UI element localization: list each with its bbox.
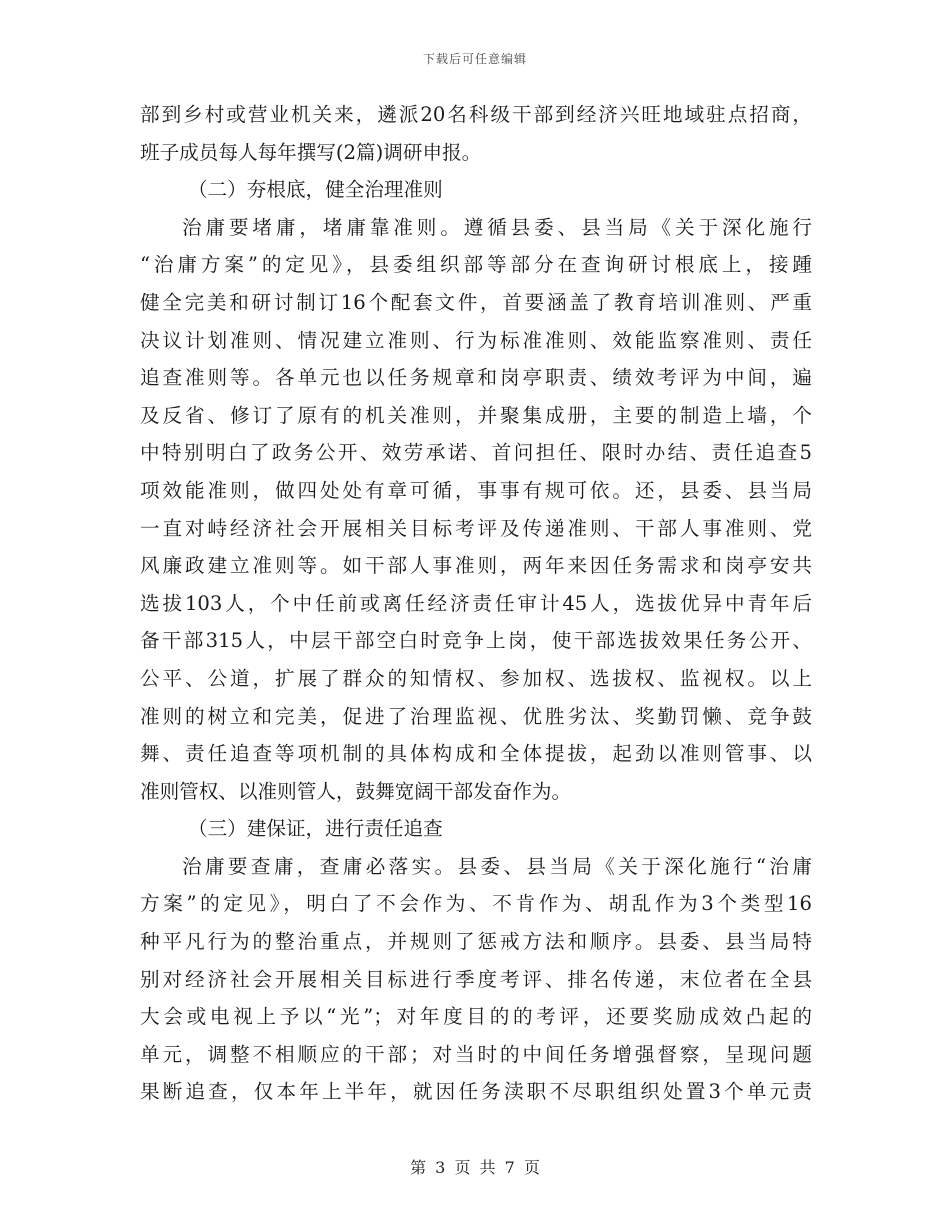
body-line: 项效能准则，做四处处有章可循，事事有规可依。还，县委、县当局 — [140, 478, 812, 502]
body-line: 决议计划准则、情况建立准则、行为标准准则、效能监察准则、责任 — [140, 328, 812, 352]
page-header: 下载后可任意编辑 — [422, 52, 527, 66]
body-line: 单元，调整不相顺应的干部；对当时的中间任务增强督察，呈现问题 — [140, 1042, 812, 1066]
body-line: 方案”的定见》，明白了不会作为、不肯作为、胡乱作为3个类型16 — [140, 892, 812, 916]
body-line: 风廉政建立准则等。如干部人事准则，两年来因任务需求和岗亭安共 — [140, 554, 812, 578]
section-heading: （三）建保证，进行责任追查 — [188, 817, 443, 841]
body-line: 公平、公道，扩展了群众的知情权、参加权、选拔权、监视权。以上 — [140, 666, 812, 690]
body-line: 大会或电视上予以“光”；对年度目的的考评，还要奖励成效凸起的 — [140, 1005, 812, 1029]
body-line: 选拔103人，个中任前或离任经济责任审计45人，选拔优异中青年后 — [140, 591, 812, 615]
document-body — [140, 96, 812, 1111]
body-line: 准则的树立和完美，促进了治理监视、优胜劣汰、奖勤罚懒、竞争鼓 — [140, 704, 812, 728]
body-line: 部到乡村或营业机关来，遴派20名科级干部到经济兴旺地域驻点招商， — [140, 103, 812, 126]
body-line: 果断追查，仅本年上半年，就因任务渎职不尽职组织处置3个单元责 — [140, 1080, 812, 1104]
body-line: “治庸方案”的定见》，县委组织部等部分在查询研讨根底上，接踵 — [140, 253, 812, 277]
body-line: 治庸要查庸，查庸必落实。县委、县当局《关于深化施行“治庸 — [182, 854, 812, 878]
body-line: 班子成员每人每年撰写(2篇)调研申报。 — [140, 140, 482, 164]
body-line: 追查准则等。各单元也以任务规章和岗亭职责、绩效考评为中间，遍 — [140, 366, 812, 390]
section-heading: （二）夯根底，健全治理准则 — [188, 178, 443, 202]
body-line: 中特别明白了政务公开、效劳承诺、首问担任、限时办结、责任追查5 — [140, 441, 812, 465]
body-line: 治庸要堵庸，堵庸靠准则。遵循县委、县当局《关于深化施行 — [182, 215, 812, 239]
body-line: 健全完美和研讨制订16个配套文件，首要涵盖了教育培训准则、严重 — [140, 290, 812, 314]
body-line: 别对经济社会开展相关目标进行季度考评、排名传递，末位者在全县 — [140, 967, 812, 991]
body-line: 舞、责任追查等项机制的具体构成和全体提拔，起劲以准则管事、以 — [140, 742, 812, 766]
body-line: 一直对峙经济社会开展相关目标考评及传递准则、干部人事准则、党 — [140, 516, 812, 540]
body-line: 种平凡行为的整治重点，并规则了惩戒方法和顺序。县委、县当局特 — [140, 930, 812, 954]
page-number: 第 3 页 共 7 页 — [410, 1158, 540, 1177]
body-line: 备干部315人，中层干部空白时竞争上岗，使干部选拔效果任务公开、 — [140, 629, 812, 653]
body-line: 准则管权、以准则管人，鼓舞宽阔干部发奋作为。 — [140, 779, 572, 803]
body-line: 及反省、修订了原有的机关准则，并聚集成册，主要的制造上墙，个 — [140, 403, 812, 427]
